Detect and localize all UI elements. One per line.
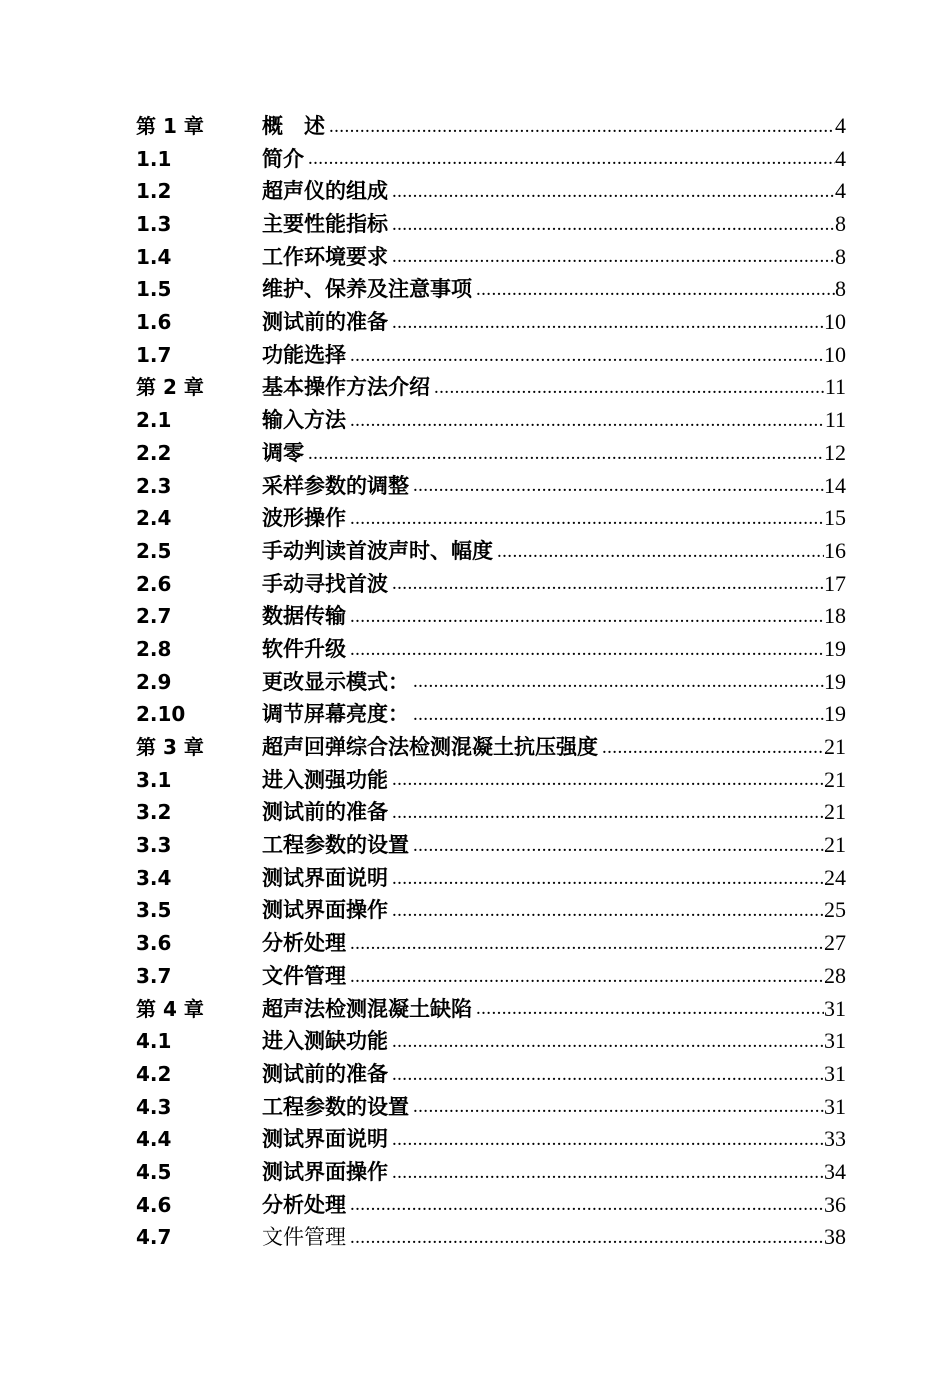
toc-leader-dots bbox=[350, 1221, 824, 1254]
toc-entry-title: 测试前的准备 bbox=[262, 1061, 388, 1086]
toc-entry-number: 第 4 章 bbox=[136, 996, 204, 1021]
toc-leader-dots bbox=[392, 1058, 824, 1091]
toc-leader-dots bbox=[413, 698, 824, 731]
toc-entry-title: 测试界面操作 bbox=[262, 898, 388, 923]
toc-leader-dots bbox=[476, 993, 824, 1026]
toc-entry-page: 8 bbox=[835, 211, 846, 237]
toc-entry-page: 19 bbox=[824, 635, 846, 661]
toc-entry-page: 18 bbox=[824, 603, 846, 629]
toc-entry-page: 10 bbox=[824, 309, 846, 335]
toc-entry-page: 19 bbox=[824, 668, 846, 694]
toc-entry[interactable] bbox=[136, 502, 846, 535]
toc-entry-number: 第 1 章 bbox=[136, 113, 204, 138]
toc-entry-page: 4 bbox=[835, 112, 846, 138]
toc-entry-title: 更改显示模式： bbox=[262, 669, 409, 694]
toc-entry[interactable] bbox=[136, 110, 846, 143]
toc-entry-number: 1.1 bbox=[136, 146, 172, 171]
toc-leader-dots bbox=[392, 306, 824, 339]
toc-entry-title: 工程参数的设置 bbox=[262, 833, 409, 858]
toc-entry[interactable] bbox=[136, 960, 846, 993]
toc-entry[interactable] bbox=[136, 404, 846, 437]
toc-entry[interactable] bbox=[136, 372, 846, 405]
toc-entry[interactable] bbox=[136, 1091, 846, 1124]
toc-entry-title: 工程参数的设置 bbox=[262, 1094, 409, 1119]
toc-entry-page: 31 bbox=[824, 1060, 846, 1086]
toc-entry-page: 34 bbox=[824, 1158, 846, 1184]
toc-leader-dots bbox=[413, 666, 824, 699]
toc-entry-title: 软件升级 bbox=[262, 636, 346, 661]
toc-entry-number: 2.5 bbox=[136, 538, 172, 563]
toc-entry-number: 1.4 bbox=[136, 244, 172, 269]
toc-entry[interactable] bbox=[136, 1025, 846, 1058]
table-of-contents bbox=[136, 110, 846, 1254]
toc-leader-dots bbox=[434, 372, 825, 405]
toc-entry-title: 工作环境要求 bbox=[262, 244, 388, 269]
toc-entry-number: 4.7 bbox=[136, 1225, 172, 1250]
toc-entry-page: 33 bbox=[824, 1126, 846, 1152]
toc-entry-title: 分析处理 bbox=[262, 931, 346, 956]
toc-leader-dots bbox=[350, 633, 824, 666]
toc-entry-title: 主要性能指标 bbox=[262, 212, 388, 237]
toc-leader-dots bbox=[308, 143, 835, 176]
toc-entry[interactable] bbox=[136, 862, 846, 895]
toc-entry[interactable] bbox=[136, 241, 846, 274]
toc-entry-title: 调节屏幕亮度： bbox=[262, 702, 409, 727]
toc-entry[interactable] bbox=[136, 993, 846, 1026]
toc-entry-title: 分析处理 bbox=[262, 1192, 346, 1217]
toc-entry-title: 测试前的准备 bbox=[262, 800, 388, 825]
toc-entry-number: 2.6 bbox=[136, 571, 172, 596]
toc-entry-page: 11 bbox=[824, 374, 846, 400]
toc-entry-number: 3.5 bbox=[136, 898, 172, 923]
toc-entry-number: 1.7 bbox=[136, 342, 172, 367]
toc-entry-title: 基本操作方法介绍 bbox=[262, 375, 430, 400]
toc-leader-dots bbox=[392, 895, 824, 928]
toc-entry[interactable] bbox=[136, 273, 846, 306]
toc-entry-title: 维护、保养及注意事项 bbox=[262, 277, 472, 302]
toc-entry-page: 4 bbox=[835, 178, 846, 204]
toc-entry-title: 测试前的准备 bbox=[262, 310, 388, 335]
toc-entry-number: 3.4 bbox=[136, 865, 172, 890]
toc-leader-dots bbox=[392, 208, 835, 241]
toc-entry-title: 超声回弹综合法检测混凝土抗压强度 bbox=[262, 735, 598, 760]
toc-leader-dots bbox=[350, 502, 824, 535]
toc-entry[interactable] bbox=[136, 666, 846, 699]
toc-entry[interactable] bbox=[136, 208, 846, 241]
toc-entry-title: 波形操作 bbox=[262, 506, 346, 531]
toc-entry[interactable] bbox=[136, 1221, 846, 1254]
toc-entry[interactable] bbox=[136, 568, 846, 601]
toc-entry-title: 概 述 bbox=[262, 113, 325, 138]
toc-entry[interactable] bbox=[136, 764, 846, 797]
toc-entry-number: 2.1 bbox=[136, 408, 172, 433]
toc-entry-title: 文件管理 bbox=[262, 963, 346, 988]
toc-entry-number: 3.1 bbox=[136, 767, 172, 792]
toc-entry-number: 1.2 bbox=[136, 179, 172, 204]
toc-entry-number: 2.8 bbox=[136, 636, 172, 661]
toc-leader-dots bbox=[392, 1025, 824, 1058]
toc-entry-number: 4.1 bbox=[136, 1029, 172, 1054]
toc-entry-page: 14 bbox=[824, 472, 846, 498]
toc-entry[interactable] bbox=[136, 1156, 846, 1189]
toc-entry[interactable] bbox=[136, 470, 846, 503]
toc-entry-page: 17 bbox=[824, 570, 846, 596]
toc-entry-number: 4.3 bbox=[136, 1094, 172, 1119]
toc-entry-page: 8 bbox=[835, 243, 846, 269]
toc-entry-number: 3.2 bbox=[136, 800, 172, 825]
toc-leader-dots bbox=[350, 404, 825, 437]
toc-entry[interactable] bbox=[136, 1189, 846, 1222]
toc-entry[interactable] bbox=[136, 796, 846, 829]
toc-entry[interactable] bbox=[136, 175, 846, 208]
toc-entry-page: 21 bbox=[824, 832, 846, 858]
toc-entry[interactable] bbox=[136, 927, 846, 960]
toc-leader-dots bbox=[413, 1091, 824, 1124]
toc-entry-page: 21 bbox=[824, 734, 846, 760]
toc-leader-dots bbox=[497, 535, 824, 568]
toc-entry[interactable] bbox=[136, 143, 846, 176]
toc-entry[interactable] bbox=[136, 895, 846, 928]
toc-entry-page: 25 bbox=[824, 897, 846, 923]
toc-entry-page: 15 bbox=[824, 505, 846, 531]
toc-entry[interactable] bbox=[136, 535, 846, 568]
toc-entry-number: 4.5 bbox=[136, 1159, 172, 1184]
toc-entry-page: 21 bbox=[824, 799, 846, 825]
toc-entry-number: 第 3 章 bbox=[136, 735, 204, 760]
toc-entry-page: 4 bbox=[835, 145, 846, 171]
toc-entry-title: 超声法检测混凝土缺陷 bbox=[262, 996, 472, 1021]
toc-leader-dots bbox=[392, 568, 824, 601]
toc-entry-page: 31 bbox=[824, 1093, 846, 1119]
toc-entry[interactable] bbox=[136, 829, 846, 862]
toc-entry-title: 手动判读首波声时、幅度 bbox=[262, 538, 493, 563]
toc-entry[interactable] bbox=[136, 731, 846, 764]
toc-entry-number: 2.4 bbox=[136, 506, 172, 531]
toc-entry[interactable] bbox=[136, 1058, 846, 1091]
toc-entry-number: 2.3 bbox=[136, 473, 172, 498]
toc-entry-number: 第 2 章 bbox=[136, 375, 204, 400]
toc-entry-title: 测试界面操作 bbox=[262, 1159, 388, 1184]
toc-leader-dots bbox=[392, 241, 835, 274]
toc-entry[interactable] bbox=[136, 339, 846, 372]
toc-entry-page: 31 bbox=[824, 995, 846, 1021]
toc-entry-number: 4.2 bbox=[136, 1061, 172, 1086]
toc-leader-dots bbox=[413, 470, 824, 503]
toc-leader-dots bbox=[392, 764, 824, 797]
toc-entry-title: 调零 bbox=[262, 440, 304, 465]
toc-entry[interactable] bbox=[136, 698, 846, 731]
toc-entry[interactable] bbox=[136, 306, 846, 339]
toc-entry-title: 进入测缺功能 bbox=[262, 1029, 388, 1054]
toc-entry-title: 采样参数的调整 bbox=[262, 473, 409, 498]
toc-leader-dots bbox=[392, 1123, 824, 1156]
toc-leader-dots bbox=[308, 437, 824, 470]
toc-entry-number: 3.7 bbox=[136, 963, 172, 988]
toc-entry-number: 2.10 bbox=[136, 702, 186, 727]
toc-entry-page: 12 bbox=[824, 439, 846, 465]
toc-entry-title: 进入测强功能 bbox=[262, 767, 388, 792]
toc-entry-page: 21 bbox=[824, 766, 846, 792]
toc-entry-title: 简介 bbox=[262, 146, 304, 171]
toc-leader-dots bbox=[350, 600, 824, 633]
toc-leader-dots bbox=[350, 960, 824, 993]
toc-entry-title: 功能选择 bbox=[262, 342, 346, 367]
toc-entry[interactable] bbox=[136, 600, 846, 633]
toc-entry-page: 24 bbox=[824, 864, 846, 890]
toc-entry-page: 10 bbox=[824, 341, 846, 367]
toc-entry-title: 测试界面说明 bbox=[262, 865, 388, 890]
toc-entry-number: 1.6 bbox=[136, 310, 172, 335]
toc-entry[interactable] bbox=[136, 633, 846, 666]
toc-leader-dots bbox=[350, 927, 824, 960]
toc-entry-number: 3.3 bbox=[136, 833, 172, 858]
toc-entry-number: 1.3 bbox=[136, 212, 172, 237]
toc-leader-dots bbox=[350, 339, 824, 372]
toc-entry-page: 28 bbox=[824, 962, 846, 988]
toc-entry-page: 8 bbox=[835, 276, 846, 302]
toc-entry[interactable] bbox=[136, 1123, 846, 1156]
toc-entry-title: 超声仪的组成 bbox=[262, 179, 388, 204]
toc-entry-page: 27 bbox=[824, 930, 846, 956]
toc-leader-dots bbox=[413, 829, 824, 862]
toc-entry-number: 2.2 bbox=[136, 440, 172, 465]
toc-entry-page: 31 bbox=[824, 1028, 846, 1054]
toc-entry-page: 38 bbox=[824, 1224, 846, 1250]
toc-entry-number: 2.9 bbox=[136, 669, 172, 694]
toc-entry-title: 输入方法 bbox=[262, 408, 346, 433]
toc-entry-title: 测试界面说明 bbox=[262, 1127, 388, 1152]
toc-leader-dots bbox=[350, 1189, 824, 1222]
toc-entry-page: 19 bbox=[824, 701, 846, 727]
toc-entry-page: 11 bbox=[824, 407, 846, 433]
toc-leader-dots bbox=[392, 862, 824, 895]
toc-leader-dots bbox=[392, 175, 835, 208]
toc-leader-dots bbox=[476, 273, 835, 306]
toc-leader-dots bbox=[392, 796, 824, 829]
toc-entry-number: 4.4 bbox=[136, 1127, 172, 1152]
toc-entry-page: 16 bbox=[824, 537, 846, 563]
toc-entry-number: 1.5 bbox=[136, 277, 172, 302]
toc-entry[interactable] bbox=[136, 437, 846, 470]
toc-leader-dots bbox=[329, 110, 835, 143]
toc-entry-title: 数据传输 bbox=[262, 604, 346, 629]
toc-entry-title: 文件管理 bbox=[262, 1225, 346, 1250]
toc-entry-number: 4.6 bbox=[136, 1192, 172, 1217]
toc-entry-title: 手动寻找首波 bbox=[262, 571, 388, 596]
toc-entry-page: 36 bbox=[824, 1191, 846, 1217]
toc-entry-number: 3.6 bbox=[136, 931, 172, 956]
toc-entry-number: 2.7 bbox=[136, 604, 172, 629]
toc-leader-dots bbox=[602, 731, 824, 764]
toc-leader-dots bbox=[392, 1156, 824, 1189]
